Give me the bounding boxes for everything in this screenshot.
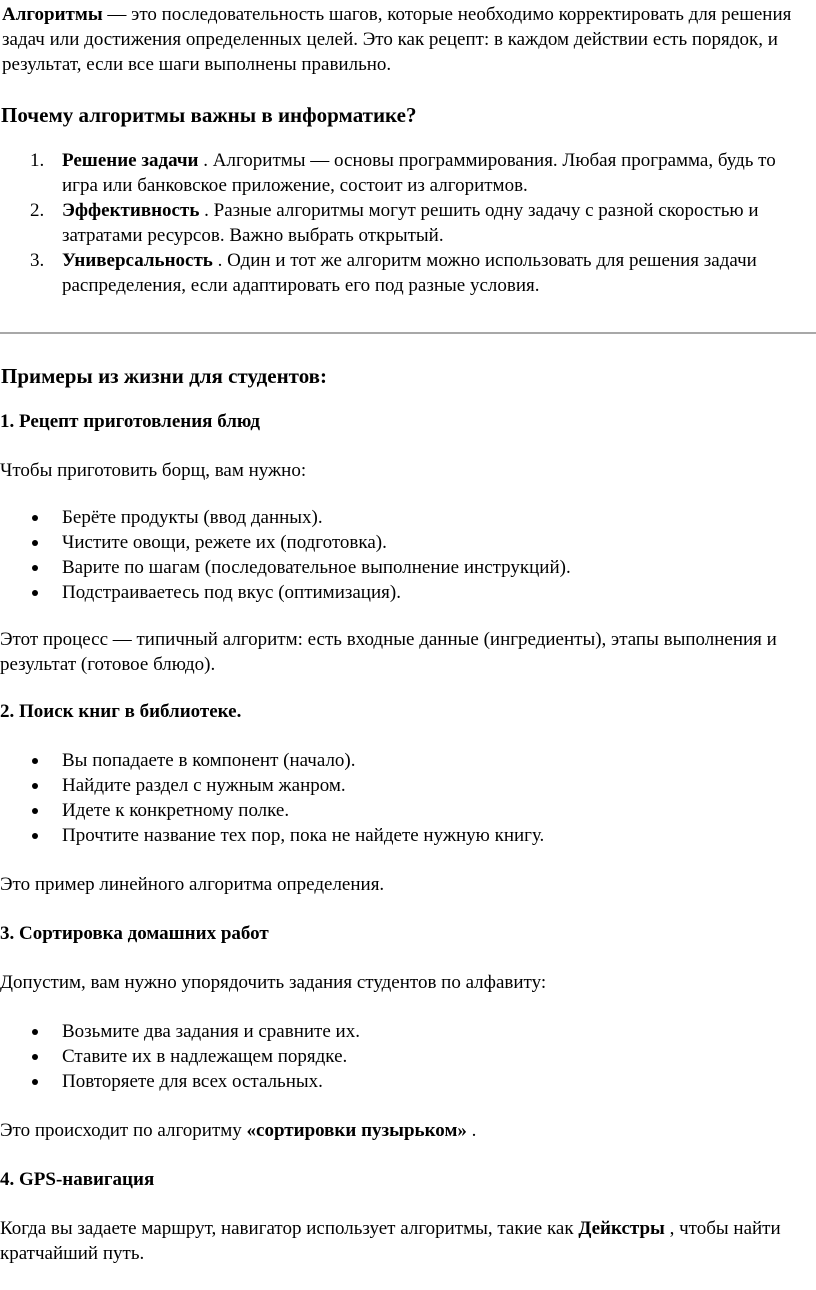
bullet-icon: [32, 808, 38, 814]
bullet-icon: [32, 783, 38, 789]
section-2-summary: Это пример линейного алгоритма определения.: [0, 874, 385, 895]
list-item: [0, 555, 816, 580]
list-item-text: Подстраиваетесь под вкус (оптимизация).: [62, 582, 401, 603]
list-item: [0, 1044, 816, 1069]
summary-text: Это происходит по алгоритму: [0, 1120, 247, 1141]
summary-text-end: .: [466, 1120, 477, 1141]
why-item-term: Решение задачи: [62, 150, 199, 171]
bullet-icon: [32, 540, 38, 546]
list-item-text: Повторяете для всех остальных.: [62, 1071, 323, 1092]
list-number: 2.: [30, 200, 45, 221]
section-3-list: [0, 1019, 816, 1094]
list-item: [0, 1069, 816, 1094]
why-list: [0, 148, 816, 298]
section-3-summary: [0, 1118, 816, 1143]
why-item-2: [0, 198, 816, 248]
list-item-text: Идете к конкретному полке.: [62, 800, 290, 821]
horizontal-divider: [0, 332, 816, 334]
section-1-lead: Чтобы приготовить борщ, вам нужно:: [0, 460, 307, 481]
list-item: [0, 1019, 816, 1044]
why-item-text: . Алгоритмы — основы программирования. Любая программа, будь то игра или банковское приложение, состоит из алгоритмов.: [62, 150, 776, 196]
list-item: [0, 748, 816, 773]
list-item-text: Вы попадаете в компонент (начало).: [62, 750, 356, 771]
list-item: [0, 505, 816, 530]
list-item: [0, 530, 816, 555]
examples-heading: Примеры из жизни для студентов:: [1, 364, 328, 388]
list-item-text: Варите по шагам (последовательное выполнение инструкций).: [62, 557, 571, 578]
section-1-title: 1. Рецепт приготовления блюд: [0, 411, 260, 432]
bullet-icon: [32, 515, 38, 521]
intro-text: — это последовательность шагов, которые необходимо корректировать для решения задач или достижения определенных целей. Это как рецепт: в каждом действии есть порядок, и результат, если все шаги выполнены правильно.: [2, 4, 792, 75]
intro-paragraph: [0, 2, 816, 77]
summary-bold-term: «сортировки пузырьком»: [246, 1120, 467, 1141]
list-item-text: Прочтите название тех пор, пока не найдете нужную книгу.: [62, 825, 545, 846]
why-item-1: [0, 148, 816, 198]
why-item-3: [0, 248, 816, 298]
why-item-term: Универсальность: [62, 250, 213, 271]
why-item-text: . Разные алгоритмы могут решить одну задачу с разной скоростью и затратами ресурсов. Важно выбрать открытый.: [62, 200, 759, 246]
section-3-lead: Допустим, вам нужно упорядочить задания студентов по алфавиту:: [0, 972, 547, 993]
section-4-title: 4. GPS-навигация: [0, 1169, 155, 1190]
list-number: 3.: [30, 250, 45, 271]
section-4-text: [0, 1216, 816, 1266]
bullet-icon: [32, 758, 38, 764]
section-3-title: 3. Сортировка домашних работ: [0, 923, 269, 944]
list-item: [0, 580, 816, 605]
gps-text: Когда вы задаете маршрут, навигатор использует алгоритмы, такие как: [0, 1218, 579, 1239]
section-2-title: 2. Поиск книг в библиотеке.: [0, 701, 242, 722]
list-item-text: Возьмите два задания и сравните их.: [62, 1021, 360, 1042]
section-1-list: [0, 505, 816, 605]
intro-term: Алгоритмы: [2, 4, 103, 25]
bullet-icon: [32, 1054, 38, 1060]
bullet-icon: [32, 1079, 38, 1085]
why-item-term: Эффективность: [62, 200, 200, 221]
list-item: [0, 798, 816, 823]
gps-bold-term: Дейкстры: [578, 1218, 665, 1239]
section-1-summary: Этот процесс — типичный алгоритм: есть входные данные (ингредиенты), этапы выполнения и результат (готовое блюдо).: [0, 629, 777, 675]
why-item-text: . Один и тот же алгоритм можно использовать для решения задачи распределения, если адаптировать его под разные условия.: [62, 250, 757, 296]
section-2-list: [0, 748, 816, 848]
why-heading: Почему алгоритмы важны в информатике?: [1, 103, 417, 127]
list-item: [0, 773, 816, 798]
list-item-text: Берёте продукты (ввод данных).: [62, 507, 323, 528]
bullet-icon: [32, 1029, 38, 1035]
bullet-icon: [32, 833, 38, 839]
gps-text-end: , чтобы найти кратчайший путь.: [0, 1218, 781, 1264]
list-number: 1.: [30, 150, 45, 171]
list-item-text: Чистите овощи, режете их (подготовка).: [62, 532, 387, 553]
list-item-text: Найдите раздел с нужным жанром.: [62, 775, 346, 796]
list-item-text: Ставите их в надлежащем порядке.: [62, 1046, 348, 1067]
list-item: [0, 823, 816, 848]
bullet-icon: [32, 590, 38, 596]
bullet-icon: [32, 565, 38, 571]
